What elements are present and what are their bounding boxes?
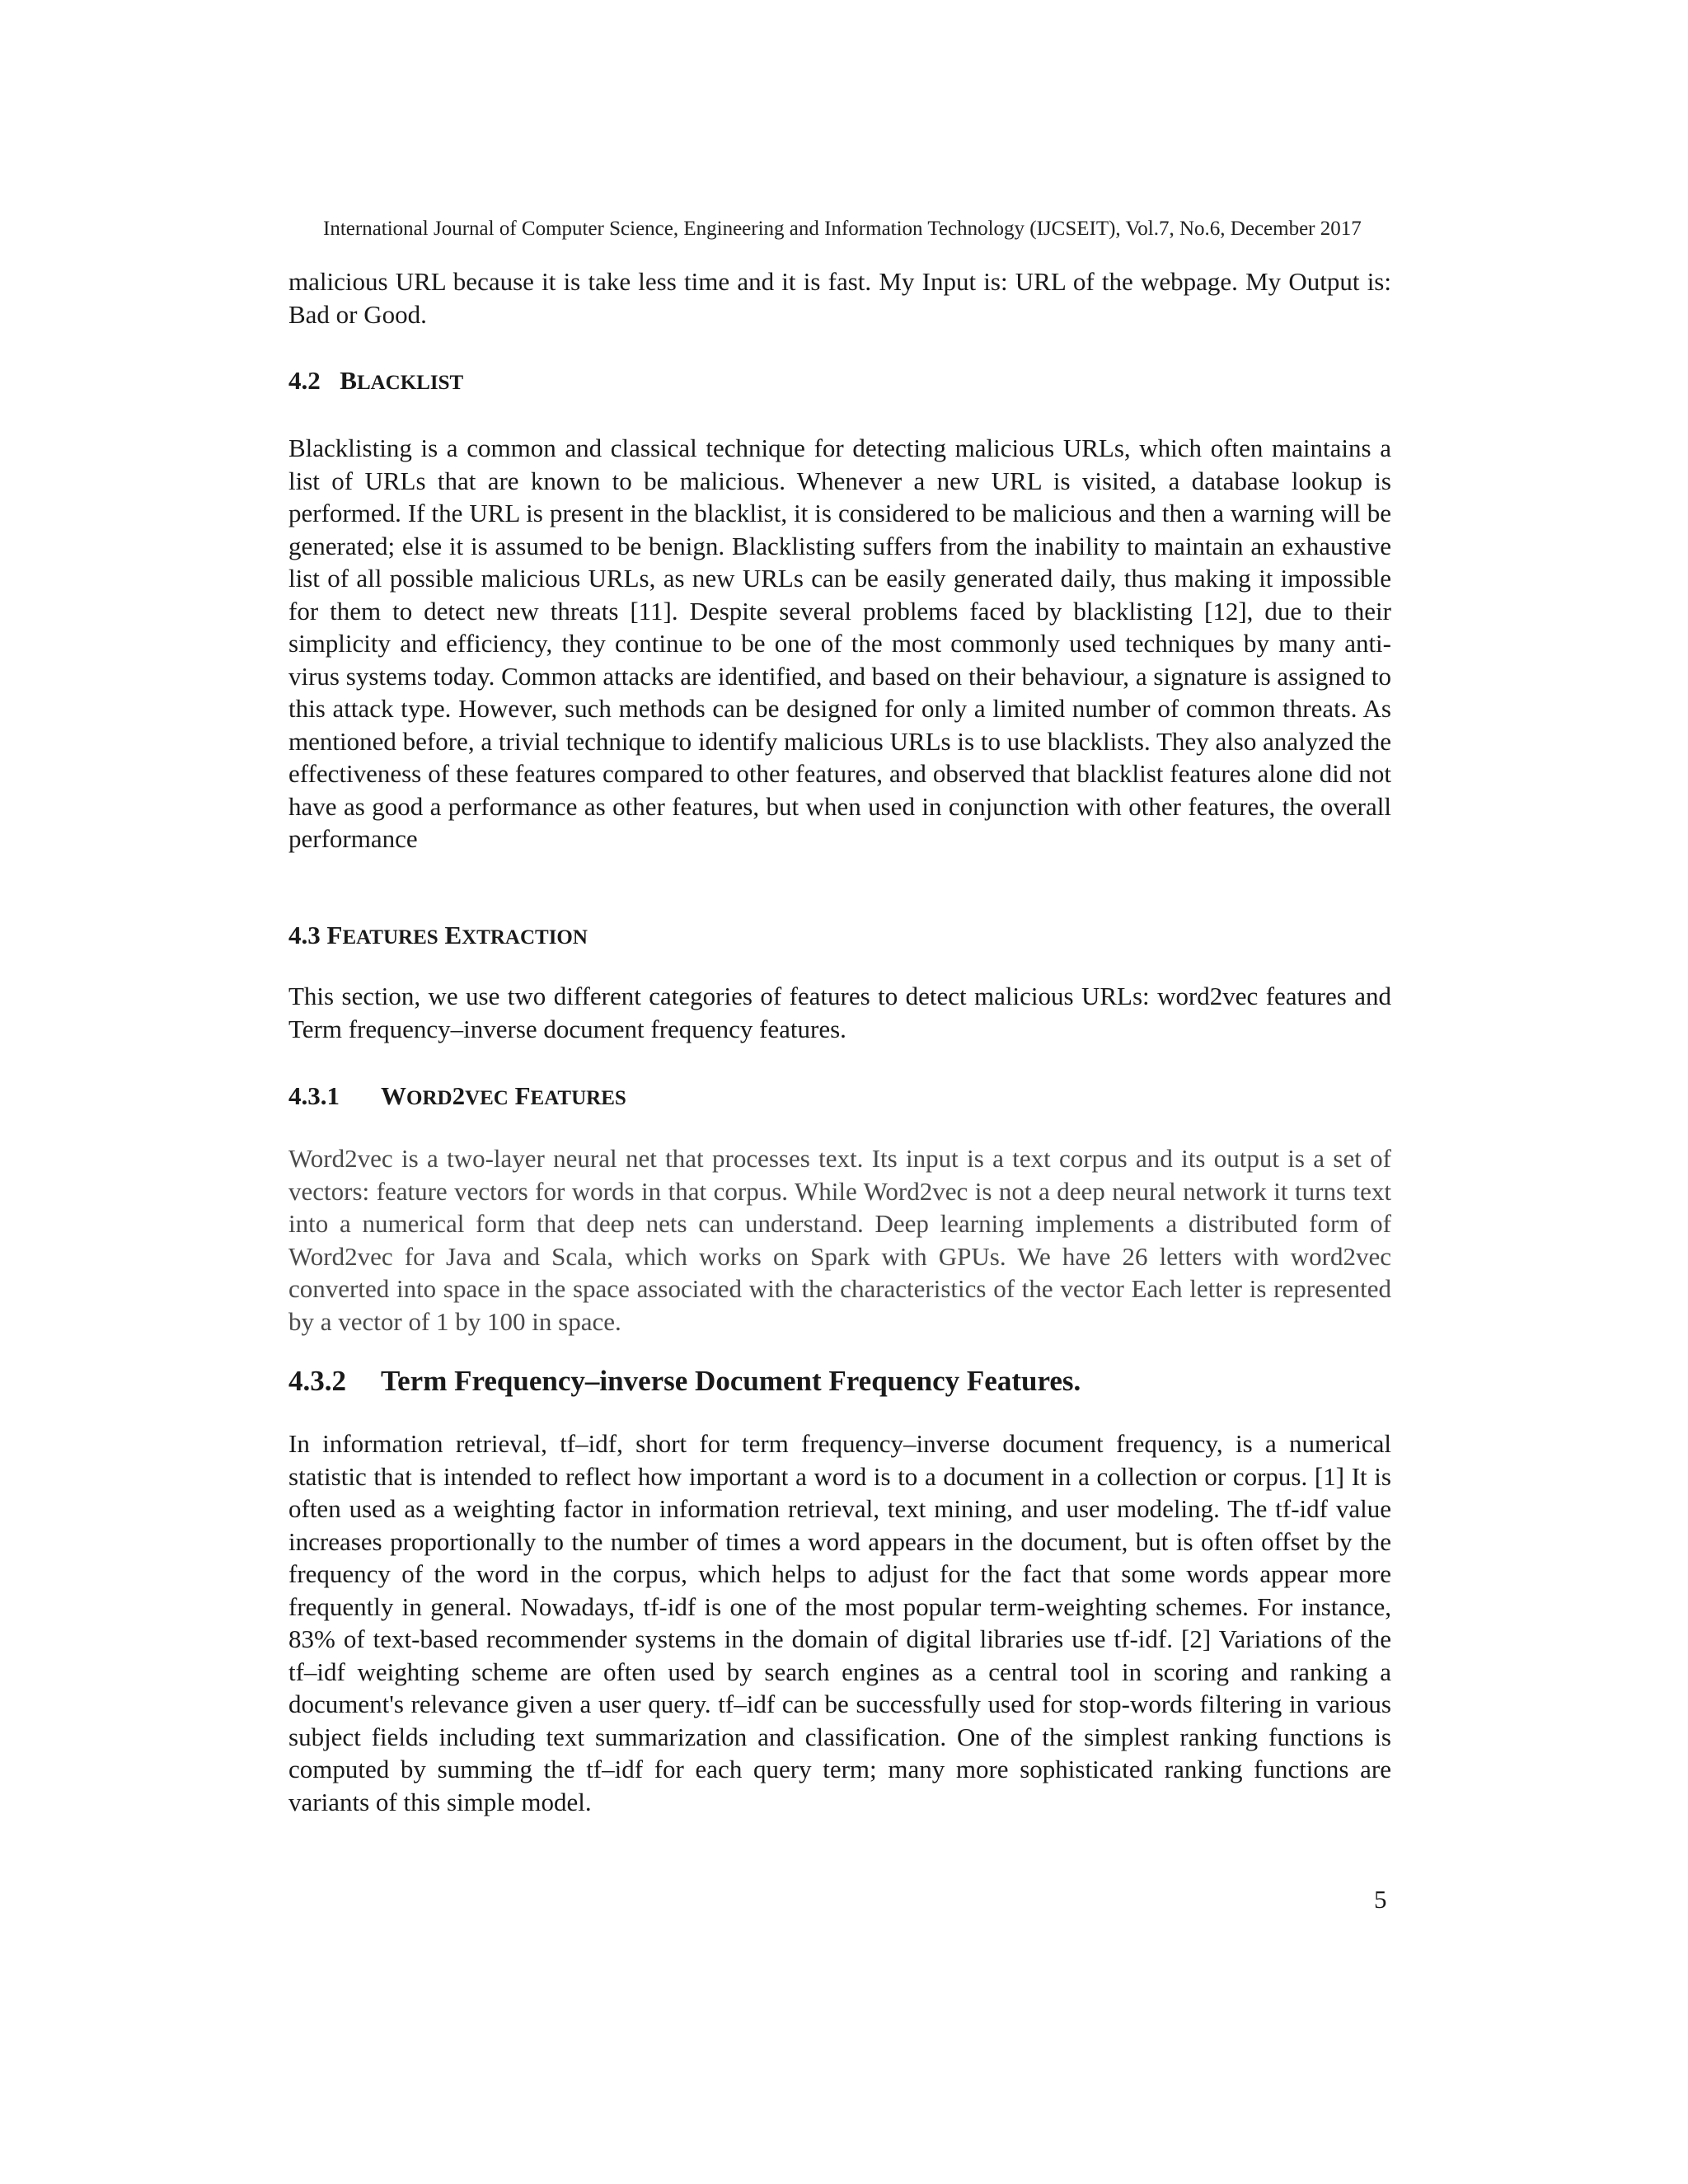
heading-small-caps: ORD — [406, 1087, 452, 1109]
subsection-title: Term Frequency–inverse Document Frequency Features. — [381, 1365, 1081, 1397]
blacklist-paragraph: Blacklisting is a common and classical technique for detecting malicious URLs, which often maintains a list of URLs that are known to be malicious. Whenever a new URL is visited, a database lookup is performed. If the URL is present in the blacklist, it is considered to be malicious and then a warning will be generated; else it is assumed to be benign. Blacklisting suffers from the inability to maintain an exhaustive list of all possible malicious URLs, as new URLs can be easily generated daily, thus making it impossible for them to detect new threats [11]. Despite several problems faced by blacklisting [12], due to their simplicity and efficiency, they continue to be one of the most commonly used techniques by many anti-virus systems today. Common attacks are identified, and based on their behaviour, a signature is assigned to this attack type. However, such methods can be designed for only a limited number of common threats. As mentioned before, a trivial technique to identify malicious URLs is to use blacklists. They also analyzed the effectiveness of these features compared to other features, and observed that blacklist features alone did not have as good a performance as other features, but when used in conjunction with other features, the overall performance — [288, 434, 1391, 853]
subsection-number: 4.3.2 — [288, 1365, 346, 1397]
heading-initial: E — [444, 921, 462, 949]
subsection-heading-tfidf — [288, 1365, 1391, 1398]
section-4-3-heading-block — [288, 921, 1391, 953]
subsection-heading-word2vec — [288, 1081, 1391, 1113]
tfidf-paragraph: In information retrieval, tf–idf, short for term frequency–inverse document frequency, is a numerical statistic that is intended to reflect how important a word is to a document in a collection or corpus. [1] It is often used as a weighting factor in information retrieval, text mining, and user modeling. The tf-idf value increases proportionally to the number of times a word appears in the document, but is often offset by the frequency of the word in the corpus, which helps to adjust for the fact that some words appear more frequently in general. Nowadays, tf-idf is one of the most popular term-weighting schemes. For instance, 83% of text-based recommender systems in the domain of digital libraries use tf-idf. [2] Variations of the tf–idf weighting scheme are often used by search engines as a central tool in scoring and ranking a document's relevance given a user query. tf–idf can be successfully used for stop-words filtering in various subject fields including text summarization and classification. One of the simplest ranking functions is computed by summing the tf–idf for each query term; many more sophisticated ranking functions are variants of this simple model. — [288, 1429, 1391, 1816]
section-number: 4.2 — [288, 366, 321, 395]
heading-small-caps: XTRACTION — [462, 926, 588, 949]
section-4-3-body-block — [288, 980, 1391, 1045]
running-header: International Journal of Computer Science, Engineering and Information Technology (IJCSEIT), Vol.7, No.6, December 2017 — [323, 218, 1362, 240]
word2vec-paragraph: Word2vec is a two-layer neural net that processes text. Its input is a text corpus and its output is a set of vectors: feature vectors for words in that corpus. While Word2vec is not a deep neural network it turns text into a numerical form that deep nets can understand. Deep learning implements a distributed form of Word2vec for Java and Scala, which works on Spark with GPUs. We have 26 letters with word2vec converted into space in the space associated with the characteristics of the vector Each letter is represented by a vector of 1 by 100 in space. — [288, 1144, 1391, 1336]
heading-small-caps: EATURES — [342, 926, 438, 949]
section-4-2-heading-block — [288, 366, 1391, 398]
heading-small-caps: LACKLIST — [356, 372, 464, 394]
section-4-3-2-body-block — [288, 1427, 1391, 1818]
section-4-3-2-heading-block — [288, 1365, 1391, 1398]
section-4-3-1-body-block — [288, 1142, 1391, 1338]
features-extraction-paragraph: This section, we use two different categories of features to detect malicious URLs: word2vec features and Term frequency–inverse document frequency features. — [288, 982, 1391, 1043]
heading-digit: 2 — [452, 1081, 466, 1110]
subsection-number: 4.3.1 — [288, 1081, 340, 1110]
page-number: 5 — [1374, 1885, 1387, 1914]
section-heading-blacklist — [288, 366, 1391, 398]
heading-initial: F — [514, 1081, 531, 1110]
intro-paragraph-block — [288, 265, 1391, 330]
heading-small-caps: VEC — [465, 1087, 509, 1109]
intro-paragraph: malicious URL because it is take less time and it is fast. My Input is: URL of the webpage. My Output is: Bad or Good. — [288, 267, 1391, 329]
heading-initial: W — [381, 1081, 406, 1110]
section-number: 4.3 — [288, 921, 321, 949]
heading-initial: F — [326, 921, 343, 949]
section-4-3-1-heading-block — [288, 1081, 1391, 1113]
section-4-2-body-block — [288, 432, 1391, 855]
section-heading-features-extraction — [288, 921, 1391, 953]
heading-small-caps: EATURES — [530, 1087, 626, 1109]
heading-initial: B — [340, 366, 357, 395]
